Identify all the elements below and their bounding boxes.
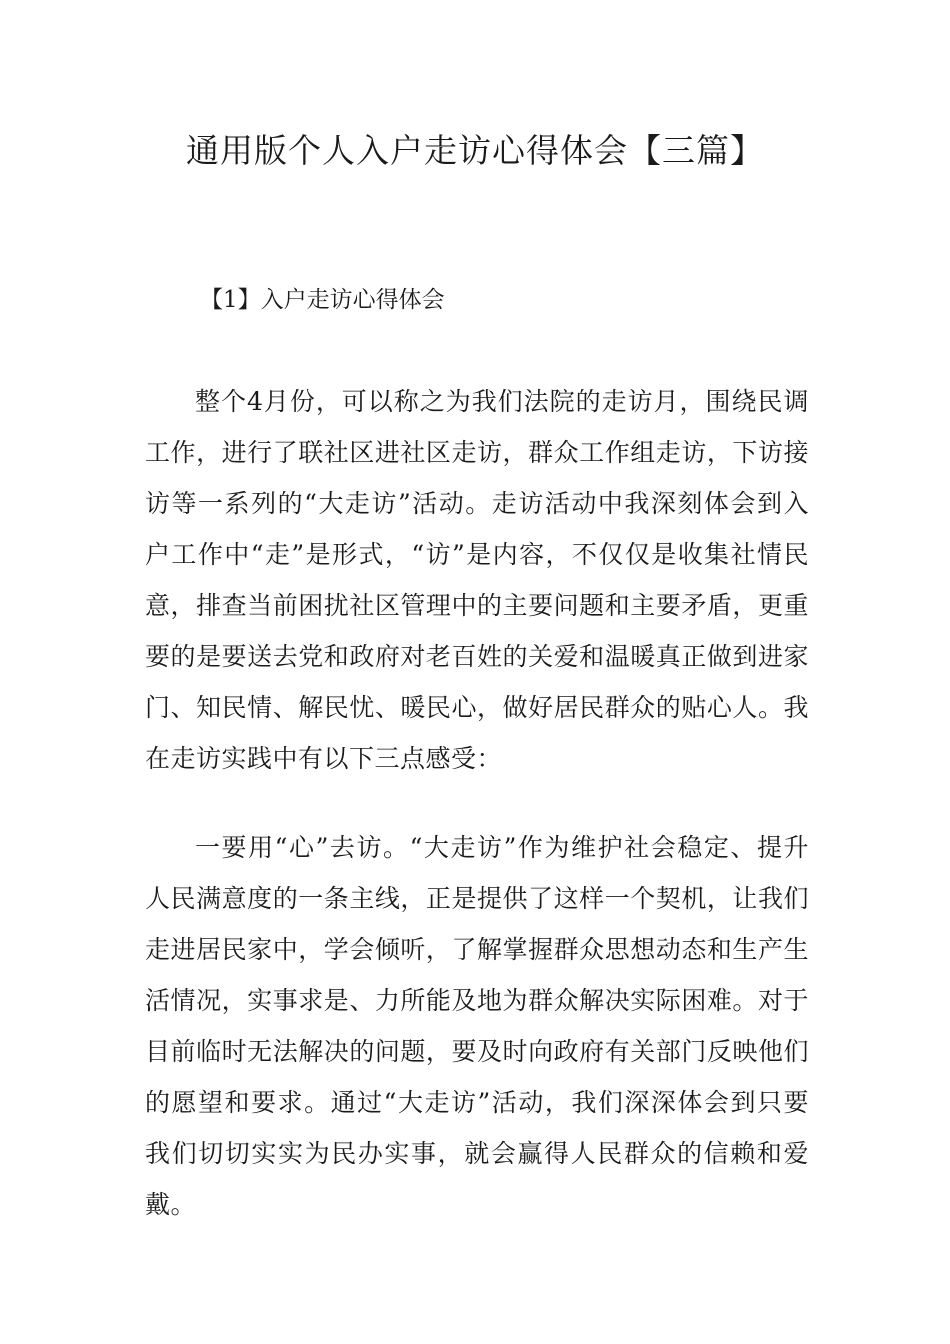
body-paragraph-1: 整个4月份，可以称之为我们法院的走访月，围绕民调工作，进行了联社区进社区走访，群众工作组走访，下访接访等一系列的“大走访”活动。走访活动中我深刻体会到入户工作中“走”是形式，“访”是内容，不仅仅是收集社情民意，排查当前困扰社区管理中的主要问题和主要矛盾，更重要的是要送去党和政府对老百姓的关爱和温暖真正做到进家门、知民情、解民忧、暖民心，做好居民群众的贴心人。我在走访实践中有以下三点感受： <box>145 387 809 773</box>
section-heading: 【1】入户走访心得体会 <box>200 287 445 313</box>
body-paragraph-2: 一要用“心”去访。“大走访”作为维护社会稳定、提升人民满意度的一条主线，正是提供了这样一个契机，让我们走进居民家中，学会倾听，了解掌握群众思想动态和生产生活情况，实事求是、力所能及地为群众解决实际困难。对于目前临时无法解决的问题，要及时向政府有关部门反映他们的愿望和要求。通过“大走访”活动，我们深深体会到只要我们切切实实为民办实事，就会赢得人民群众的信赖和爱戴。 <box>145 833 809 1219</box>
document-title: 通用版个人入户走访心得体会【三篇】 <box>186 131 764 170</box>
